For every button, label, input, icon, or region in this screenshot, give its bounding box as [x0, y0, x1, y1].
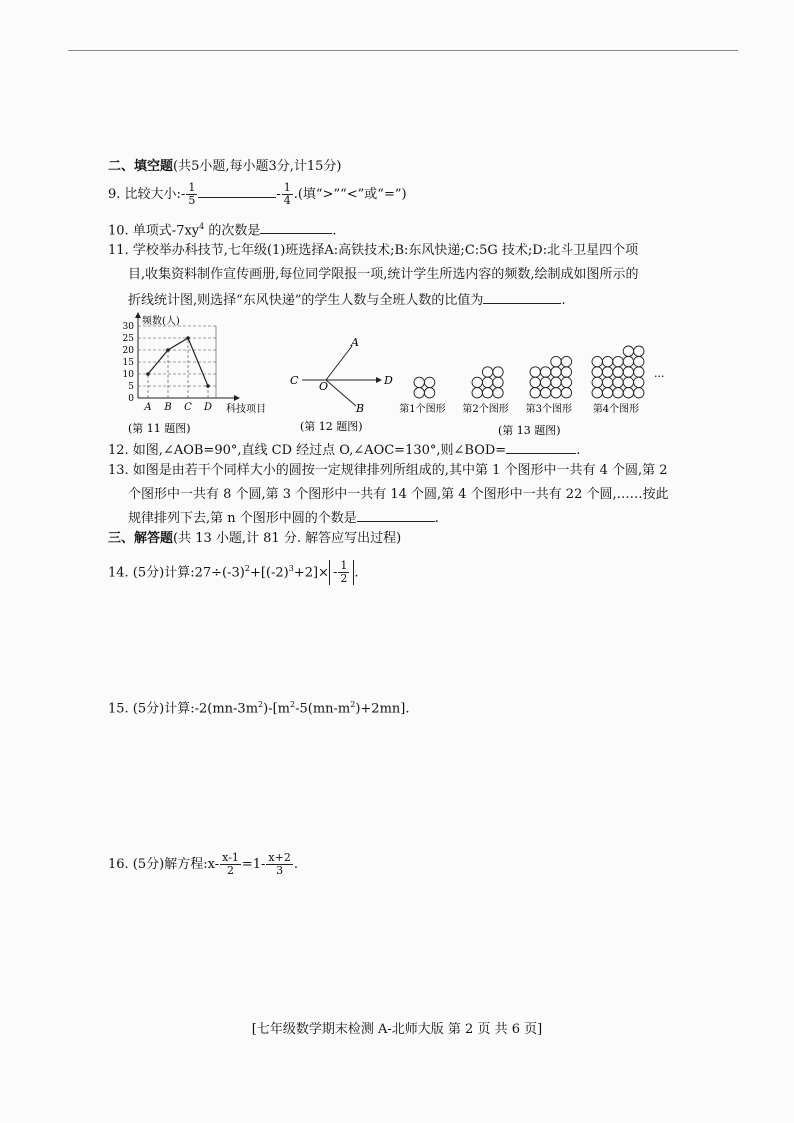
- q15-prefix: 15. (5分)计算:-2(mn-3m: [108, 701, 259, 717]
- pattern-label: 第2个图形: [462, 404, 509, 415]
- q13-answer-blank[interactable]: [357, 508, 435, 522]
- fraction-denominator: 2: [226, 864, 234, 877]
- q13-text: 规律排列下去,第 n 个图形中圆的个数是: [128, 511, 357, 526]
- fraction-numerator: x-1: [222, 851, 239, 864]
- pattern-label: 第4个图形: [592, 404, 640, 415]
- circle: [592, 356, 602, 366]
- circle: [540, 388, 550, 398]
- circle: [634, 356, 644, 366]
- x-tick-label: C: [184, 402, 192, 413]
- fraction-numerator: 1: [283, 181, 291, 194]
- circle: [530, 367, 540, 377]
- circle: [493, 377, 503, 387]
- circle: [551, 356, 561, 366]
- circle: [561, 367, 571, 377]
- circle: [530, 377, 540, 387]
- q14-mid-2: +2]×: [293, 565, 329, 581]
- circle: [561, 356, 571, 366]
- label-a: A: [351, 336, 359, 349]
- q16-mid: =1-: [241, 857, 266, 872]
- circle: [424, 377, 434, 387]
- q9-minus: -: [276, 187, 281, 202]
- circle: [602, 367, 612, 377]
- circle: [592, 367, 602, 377]
- page-edge-line: [68, 50, 738, 51]
- x-tick-label: A: [144, 402, 152, 413]
- y-tick-label: 15: [122, 358, 134, 368]
- q14-period: .: [354, 565, 359, 581]
- q14-absolute-value: - $\frac{1}{2}$: [329, 560, 354, 585]
- circle: [592, 377, 602, 387]
- circle: [561, 377, 571, 387]
- question-10: [108, 218, 337, 240]
- circle: [634, 367, 644, 377]
- q14-prefix: 14. (5分)计算:27÷(-3): [108, 565, 245, 581]
- circle: [592, 388, 602, 398]
- fraction-denominator: 4: [283, 194, 291, 207]
- circle: [414, 388, 424, 398]
- data-point: [166, 348, 170, 352]
- pattern-1: [414, 377, 435, 398]
- q14-fraction: [338, 560, 349, 585]
- ray-oa: [326, 346, 352, 380]
- q11-text: 折线统计图,则选择“东风快递”的学生人数与全班人数的比值为: [128, 293, 484, 308]
- q9-prefix: 9. 比较大小:-: [108, 187, 186, 202]
- circle: [634, 346, 644, 356]
- q15-exp-1: 2: [258, 700, 264, 709]
- circle: [482, 377, 492, 387]
- arrow-d-icon: [376, 377, 382, 383]
- q10-text: 的次数是: [204, 223, 261, 239]
- fraction-numerator: 1: [188, 181, 196, 194]
- circle: [623, 377, 633, 387]
- x-tick-label: B: [164, 402, 172, 413]
- circle: [613, 388, 623, 398]
- fraction-numerator: x+2: [268, 851, 291, 864]
- q9-answer-blank[interactable]: [198, 184, 276, 198]
- circle: [623, 367, 633, 377]
- q12-period: .: [576, 443, 581, 458]
- q15-mid-2: -5(mn-m: [295, 701, 351, 717]
- q10-prefix: 10. 单项式-7xy: [108, 223, 200, 239]
- q12-text: 12. 如图,∠AOB=90°,直线 CD 经过点 O,∠AOC=130°,则∠BOD=: [108, 443, 507, 458]
- x-axis-arrow-icon: [234, 395, 240, 401]
- y-tick-label: 0: [128, 394, 134, 404]
- circle: [634, 388, 644, 398]
- circle: [623, 356, 633, 366]
- y-axis-label: 频数(人): [142, 316, 180, 327]
- circle: [613, 367, 623, 377]
- circle: [482, 367, 492, 377]
- q16-fraction-2: [266, 852, 292, 877]
- circle: [482, 388, 492, 398]
- q16-period: .: [293, 857, 298, 872]
- circle: [551, 377, 561, 387]
- circle: [530, 388, 540, 398]
- page-footer: [七年级数学期末检测 A-北师大版 第 2 页 共 6 页]: [251, 1022, 543, 1037]
- q15-mid-3: )+2mn].: [355, 701, 410, 717]
- circle: [623, 388, 633, 398]
- q9-fraction-1: [186, 182, 197, 207]
- fraction-denominator: 5: [188, 194, 196, 207]
- q13-line-1: 13. 如图是由若干个同样大小的圆按一定规律排列所组成的,其中第 1 个图形中一共有 4 个圆,第 2: [108, 463, 668, 478]
- q11-period: .: [561, 293, 566, 308]
- fraction-denominator: 3: [276, 864, 284, 877]
- q13-line-2: 个图形中一共有 8 个圆,第 3 个图形中一共有 14 个圆,第 4 个图形中一共有 22 个圆,……按此: [128, 487, 669, 502]
- question-16: [108, 852, 298, 877]
- circle: [613, 377, 623, 387]
- circle: [540, 367, 550, 377]
- fraction-denominator: 2: [340, 572, 348, 586]
- y-tick-label: 5: [128, 382, 134, 392]
- question-15: [108, 696, 409, 718]
- label-o: O: [319, 380, 329, 393]
- circle: [493, 367, 503, 377]
- q14-exp-2: 3: [288, 564, 294, 573]
- q15-exp-2: 2: [290, 700, 296, 709]
- q15-exp-3: 2: [350, 700, 356, 709]
- circle: [493, 388, 503, 398]
- q13-circle-patterns: [396, 340, 686, 440]
- section-2-heading: [108, 158, 342, 176]
- section-note: (共5小题,每小题3分,计15分): [173, 159, 342, 174]
- ray-ob: [326, 380, 356, 406]
- q15-mid-1: )-[m: [263, 701, 290, 717]
- data-point: [186, 336, 190, 340]
- q11-line-1: 11. 学校举办科技节,七年级(1)班选择A:高铁技术;B:东风快递;C:5G 技术;D:北斗卫星四个项: [108, 243, 639, 258]
- q13-caption: (第 13 题图): [498, 424, 561, 437]
- circle: [623, 346, 633, 356]
- fraction-numerator: 1: [340, 559, 348, 573]
- q12-caption: (第 12 题图): [300, 420, 363, 432]
- q16-prefix: 16. (5分)解方程:x-: [108, 857, 220, 872]
- circle: [602, 388, 612, 398]
- q11-line-2: 目,收集资料制作宣传画册,每位同学限报一项,统计学生所选内容的频数,绘制成如图所示的: [128, 267, 639, 282]
- circle: [472, 377, 482, 387]
- circle: [551, 388, 561, 398]
- section-title: 三、解答题: [108, 531, 174, 546]
- circle: [602, 377, 612, 387]
- data-point: [206, 384, 210, 388]
- q12-angle-figure: [286, 336, 396, 432]
- q9-instruction: .(填“>”“<”或“=”): [293, 187, 407, 202]
- circle: [613, 356, 623, 366]
- circle: [540, 377, 550, 387]
- q16-fraction-1: [220, 852, 241, 877]
- data-point: [146, 372, 150, 376]
- circle: [634, 377, 644, 387]
- circle: [561, 388, 571, 398]
- q12-answer-blank[interactable]: [506, 440, 576, 454]
- y-axis-arrow-icon: [135, 312, 141, 318]
- circle: [472, 388, 482, 398]
- pattern-label: 第1个图形: [399, 404, 446, 415]
- label-b: B: [356, 402, 365, 415]
- question-12: [108, 440, 580, 460]
- pattern-2: [472, 367, 503, 398]
- label-c: C: [290, 374, 299, 387]
- x-tick-label: D: [203, 402, 213, 413]
- y-tick-label: 20: [122, 346, 134, 356]
- pattern-label: 第3个图形: [525, 404, 572, 415]
- question-9: [108, 182, 407, 207]
- section-title: 二、填空题: [108, 159, 174, 174]
- q10-period: .: [332, 223, 337, 239]
- label-d: D: [384, 374, 393, 387]
- q9-fraction-2: [282, 182, 293, 207]
- q10-answer-blank[interactable]: [260, 220, 332, 234]
- q13-line-3: [128, 508, 439, 528]
- q10-exponent: 4: [199, 222, 205, 231]
- ellipsis: ···: [654, 370, 665, 383]
- circle: [551, 367, 561, 377]
- y-tick-label: 10: [122, 370, 134, 380]
- circle: [424, 388, 434, 398]
- section-note: (共 13 小题,计 81 分. 解答应写出过程): [173, 531, 402, 546]
- circle: [602, 356, 612, 366]
- q14-exp-1: 2: [244, 564, 250, 573]
- circle: [414, 377, 424, 387]
- y-tick-label: 25: [122, 334, 134, 344]
- x-axis-label: 科技项目: [226, 404, 266, 415]
- section-3-heading: [108, 530, 401, 548]
- q14-mid-1: +[(-2): [249, 565, 289, 581]
- q13-period: .: [434, 511, 439, 526]
- q11-line-chart: [108, 306, 288, 436]
- question-14: [108, 560, 359, 585]
- y-tick-label: 30: [122, 322, 134, 332]
- pattern-3: [530, 356, 572, 398]
- pattern-4: [592, 346, 644, 398]
- q11-answer-blank[interactable]: [483, 290, 561, 304]
- chart-caption: (第 11 题图): [128, 422, 191, 435]
